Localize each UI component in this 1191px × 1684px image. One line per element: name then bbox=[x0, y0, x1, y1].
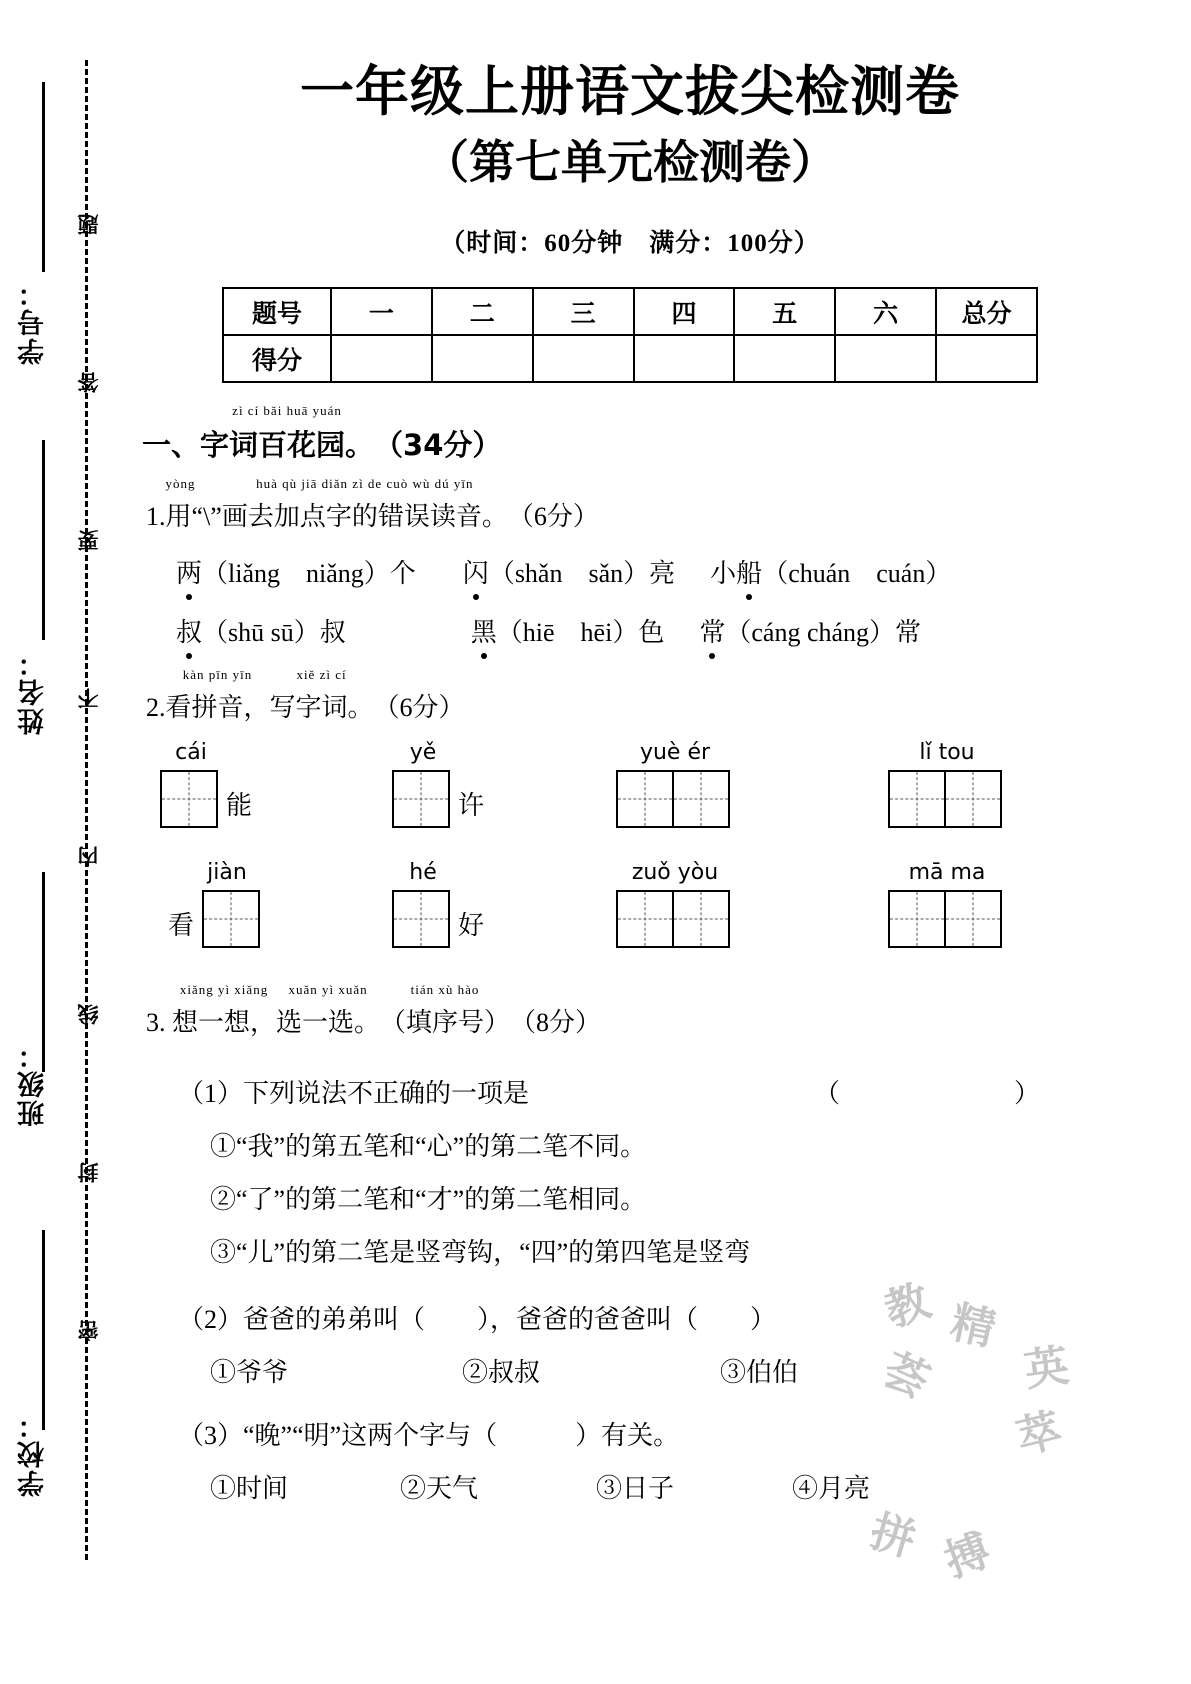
margin-label-school: 学校： bbox=[18, 1410, 49, 1497]
tianzige-2[interactable] bbox=[392, 770, 450, 828]
q1-tail-5: 色 bbox=[638, 618, 665, 648]
tianzige-1[interactable] bbox=[160, 770, 218, 828]
question-3-pinyin-c: tián xù hào bbox=[410, 982, 480, 998]
score-header-2: 二 bbox=[432, 288, 533, 335]
grid-post-2: 许 bbox=[458, 790, 485, 821]
watermark-char-1: 教 bbox=[878, 1275, 937, 1338]
question-2-number: 2. bbox=[146, 693, 166, 723]
seal-char-5: 线 bbox=[76, 1002, 101, 1025]
score-table bbox=[222, 287, 1038, 383]
subquestion-1-option-3[interactable]: ③“儿”的第二笔是竖弯钩，“四”的第四笔是竖弯 bbox=[210, 1238, 751, 1268]
subquestion-2-options bbox=[210, 1352, 1130, 1389]
subquestion-1-stem: 下列说法不正确的一项是 bbox=[243, 1079, 530, 1109]
subquestion-1-option-1[interactable]: ①“我”的第五笔和“心”的第二笔不同。 bbox=[210, 1132, 647, 1162]
seal-char-2: 要 bbox=[76, 528, 101, 551]
question-1-pinyin-b: huà qù jiā diǎn zì de cuò wù dú yīn bbox=[256, 476, 474, 492]
grid-post-6: 好 bbox=[458, 910, 485, 941]
q1-pinyin-4[interactable]: （shū sū） bbox=[202, 618, 320, 648]
margin-rule bbox=[42, 1230, 45, 1430]
watermark-char-5: 萃 bbox=[1011, 1404, 1067, 1465]
question-2-pinyin-b: xiě zì cí bbox=[296, 667, 347, 683]
seal-char-6: 封 bbox=[76, 1160, 101, 1183]
question-3-text-b: 选一选。 bbox=[276, 1008, 381, 1038]
question-1-stem bbox=[146, 476, 1130, 533]
score-row-label: 得分 bbox=[223, 335, 331, 382]
question-3-pinyin-b: xuǎn yì xuǎn bbox=[288, 982, 368, 998]
score-header-total: 总分 bbox=[936, 288, 1037, 335]
grid-pinyin-3: yuè ér bbox=[639, 740, 711, 766]
seal-char-0: 题 bbox=[76, 212, 101, 235]
q1-word-5: 黑 bbox=[471, 612, 497, 649]
score-cell-5[interactable] bbox=[734, 335, 835, 382]
grid-pinyin-4: lǐ tou bbox=[919, 740, 975, 766]
q1-pinyin-3[interactable]: （chuán cuán） bbox=[762, 559, 952, 589]
tianzige-6[interactable] bbox=[392, 890, 450, 948]
question-2-grid-row-2 bbox=[130, 860, 1130, 948]
margin-rule bbox=[42, 82, 45, 272]
subquestion-1-option-2[interactable]: ②“了”的第二笔和“才”的第二笔相同。 bbox=[210, 1185, 647, 1215]
margin-label-student-id: 学号： bbox=[18, 278, 49, 365]
q1-tail-4: 叔 bbox=[319, 618, 346, 648]
score-header-6: 六 bbox=[835, 288, 936, 335]
subquestion-3-option-3[interactable]: ③日子 bbox=[596, 1474, 675, 1504]
score-header-4: 四 bbox=[634, 288, 735, 335]
subquestion-2 bbox=[178, 1299, 1130, 1336]
watermark-char-3: 英 bbox=[1021, 1340, 1072, 1397]
subquestion-1-label: （1） bbox=[178, 1079, 244, 1109]
subquestion-2-label: （2） bbox=[178, 1305, 244, 1335]
q1-word-1: 两 bbox=[176, 553, 202, 590]
score-header-label: 题号 bbox=[223, 288, 331, 335]
question-3-number: 3. bbox=[146, 1008, 166, 1038]
section-1-number: 一、 bbox=[142, 428, 201, 463]
grid-item-7 bbox=[616, 860, 888, 948]
tianzige-7[interactable] bbox=[616, 890, 730, 948]
q1-word-3-prefix: 小 bbox=[710, 559, 737, 589]
subquestion-3-option-4[interactable]: ④月亮 bbox=[792, 1474, 871, 1504]
q1-word-6: 常 bbox=[699, 612, 725, 649]
seal-char-7: 密 bbox=[76, 1318, 101, 1341]
subquestion-3-options bbox=[210, 1468, 1130, 1505]
score-header-1: 一 bbox=[331, 288, 432, 335]
subquestion-2-stem[interactable]: 爸爸的弟弟叫（ ），爸爸的爸爸叫（ ） bbox=[243, 1305, 777, 1335]
watermark-char-2: 精 bbox=[946, 1296, 1000, 1356]
q1-word-3: 船 bbox=[736, 553, 762, 590]
page-title: 一年级上册语文拔尖检测卷 bbox=[300, 60, 960, 123]
grid-pinyin-8: mā ma bbox=[908, 860, 986, 886]
tianzige-5[interactable] bbox=[202, 890, 260, 948]
binding-margin bbox=[0, 0, 130, 1684]
q1-tail-2: 亮 bbox=[649, 559, 676, 589]
grid-item-1 bbox=[160, 740, 392, 828]
grid-pinyin-1: cái bbox=[175, 740, 207, 766]
question-1-number: 1. bbox=[146, 502, 166, 532]
grid-item-2 bbox=[392, 740, 616, 828]
subquestion-2-option-3[interactable]: ③伯伯 bbox=[720, 1358, 799, 1388]
page-subtitle: （第七单元检测卷） bbox=[423, 135, 837, 190]
question-3-text-a: 想一想， bbox=[172, 1008, 277, 1038]
exam-sheet bbox=[130, 0, 1130, 1684]
section-1-points: （34分） bbox=[374, 428, 502, 463]
answer-blank-1[interactable]: （ ） bbox=[813, 1079, 1064, 1109]
table-row bbox=[223, 335, 1037, 382]
subquestion-3-option-2[interactable]: ②天气 bbox=[400, 1474, 479, 1504]
q1-pinyin-5[interactable]: （hiē hēi） bbox=[496, 618, 639, 648]
q1-word-2: 闪 bbox=[463, 553, 489, 590]
watermark-char-6: 拼 bbox=[864, 1505, 921, 1567]
q1-tail-1: 个 bbox=[389, 559, 416, 589]
question-1-text-b: 画去加点字的错误读音。 bbox=[221, 502, 508, 532]
question-2-pinyin-a: kàn pīn yīn bbox=[182, 667, 253, 683]
section-1-title: 字词百花园。 bbox=[200, 428, 375, 463]
seal-char-3: 不 bbox=[76, 686, 101, 709]
question-1-row-1 bbox=[176, 553, 1130, 590]
grid-item-5 bbox=[160, 860, 392, 948]
score-cell-4[interactable] bbox=[634, 335, 735, 382]
grid-pinyin-7: zuǒ yòu bbox=[631, 860, 719, 886]
margin-label-class: 班级： bbox=[18, 1040, 49, 1127]
margin-label-name: 姓名： bbox=[18, 648, 49, 735]
tianzige-4[interactable] bbox=[888, 770, 1002, 828]
q1-word-4: 叔 bbox=[176, 612, 202, 649]
score-cell-3[interactable] bbox=[533, 335, 634, 382]
question-2-grid-row-1 bbox=[130, 740, 1130, 828]
question-1-points: （6分） bbox=[507, 502, 599, 532]
score-header-3: 三 bbox=[533, 288, 634, 335]
question-2-points: （6分） bbox=[373, 693, 465, 723]
subquestion-1 bbox=[178, 1073, 1130, 1110]
grid-post-1: 能 bbox=[226, 790, 253, 821]
seal-char-1: 答 bbox=[76, 370, 101, 393]
score-cell-1[interactable] bbox=[331, 335, 432, 382]
exam-info: （时间：60分钟 满分：100分） bbox=[440, 230, 820, 258]
score-cell-2[interactable] bbox=[432, 335, 533, 382]
question-3-pinyin-a: xiǎng yì xiǎng bbox=[179, 982, 269, 998]
subquestion-3-stem[interactable]: “晚”“明”这两个字与（ ）有关。 bbox=[243, 1421, 680, 1451]
score-header-5: 五 bbox=[734, 288, 835, 335]
question-1-text-a: 用“\” bbox=[165, 502, 222, 532]
question-2-text-b: 写字词。 bbox=[269, 693, 374, 723]
q1-pinyin-2[interactable]: （shǎn sǎn） bbox=[488, 559, 650, 589]
score-cell-total[interactable] bbox=[936, 335, 1037, 382]
grid-item-4 bbox=[888, 740, 1002, 828]
grid-item-8 bbox=[888, 860, 1002, 948]
question-2-stem bbox=[146, 667, 1130, 724]
q1-pinyin-1[interactable]: （liǎng niǎng） bbox=[202, 559, 390, 589]
question-1-row-2 bbox=[176, 612, 1130, 649]
table-row bbox=[223, 288, 1037, 335]
q1-tail-6: 常 bbox=[895, 618, 922, 648]
grid-pinyin-6: hé bbox=[409, 860, 437, 886]
grid-pre-5: 看 bbox=[168, 910, 195, 941]
question-3-note: （填序号） bbox=[380, 1008, 511, 1038]
section-1-heading bbox=[142, 403, 1130, 464]
question-2-text-a: 看拼音， bbox=[165, 693, 270, 723]
question-1-pinyin-a: yòng bbox=[165, 476, 196, 492]
watermark-char-7: 搏 bbox=[938, 1524, 997, 1588]
score-cell-6[interactable] bbox=[835, 335, 936, 382]
watermark-char-4: 荟 bbox=[875, 1343, 937, 1409]
grid-pinyin-5: jiàn bbox=[207, 860, 247, 886]
subquestion-3 bbox=[178, 1415, 1130, 1452]
grid-item-6 bbox=[392, 860, 616, 948]
subquestion-2-option-2[interactable]: ②叔叔 bbox=[462, 1358, 541, 1388]
tianzige-3[interactable] bbox=[616, 770, 730, 828]
question-3-stem bbox=[146, 982, 1130, 1039]
grid-item-3 bbox=[616, 740, 888, 828]
subquestion-3-label: （3） bbox=[178, 1421, 244, 1451]
q1-pinyin-6[interactable]: （cáng cháng） bbox=[725, 618, 896, 648]
section-1-pinyin: zì cí bǎi huā yuán bbox=[232, 403, 342, 419]
tianzige-8[interactable] bbox=[888, 890, 1002, 948]
margin-rule bbox=[42, 440, 45, 640]
seal-char-4: 内 bbox=[76, 844, 101, 867]
question-3-points: （8分） bbox=[510, 1008, 602, 1038]
subquestion-3-option-1[interactable]: ①时间 bbox=[210, 1474, 289, 1504]
grid-pinyin-2: yě bbox=[409, 740, 437, 766]
subquestion-2-option-1[interactable]: ①爷爷 bbox=[210, 1358, 289, 1388]
question-1-options bbox=[176, 553, 1130, 649]
